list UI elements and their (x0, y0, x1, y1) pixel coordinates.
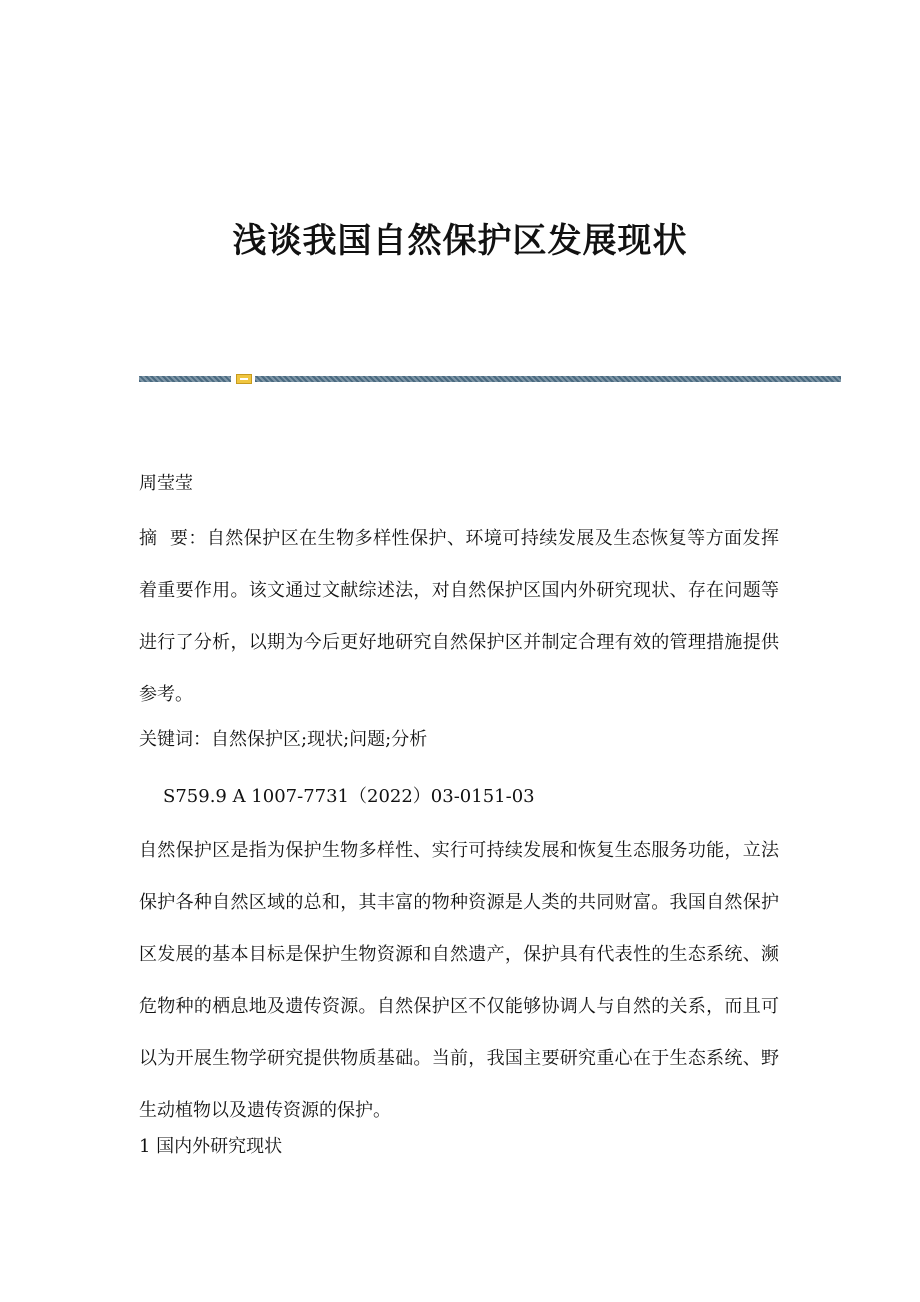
classification-number: S759.9 A 1007-7731（2022）03-0151-03 (163, 786, 535, 807)
keywords (139, 728, 427, 752)
divider-left-bar (139, 376, 231, 382)
abstract-label: 摘 要： (139, 528, 207, 549)
divider-right-bar (255, 376, 841, 382)
keywords-text: 自然保护区;现状;问题;分析 (211, 729, 428, 750)
title-divider (139, 374, 841, 384)
author-name: 周莹莹 (139, 473, 193, 494)
document-title: 浅谈我国自然保护区发展现状 (232, 221, 688, 261)
section-heading: 1 国内外研究现状 (139, 1136, 283, 1157)
abstract-text: 自然保护区在生物多样性保护、环境可持续发展及生态恢复等方面发挥着重要作用。该文通过文献综述法，对自然保护区国内外研究现状、存在问题等进行了分析，以期为今后更好地研究自然保护区并制定合理有效的管理措施提供参考。 (139, 528, 779, 705)
abstract (139, 513, 779, 721)
divider-ornament-icon (236, 374, 252, 384)
body-paragraph: 自然保护区是指为保护生物多样性、实行可持续发展和恢复生态服务功能，立法保护各种自然区域的总和，其丰富的物种资源是人类的共同财富。我国自然保护区发展的基本目标是保护生物资源和自然遗产，保护具有代表性的生态系统、濒危物种的栖息地及遗传资源。自然保护区不仅能够协调人与自然的关系，而且可以为开展生物学研究提供物质基础。当前，我国主要研究重心在于生态系统、野生动植物以及遗传资源的保护。 (139, 840, 779, 1121)
keywords-label: 关键词： (139, 729, 211, 750)
